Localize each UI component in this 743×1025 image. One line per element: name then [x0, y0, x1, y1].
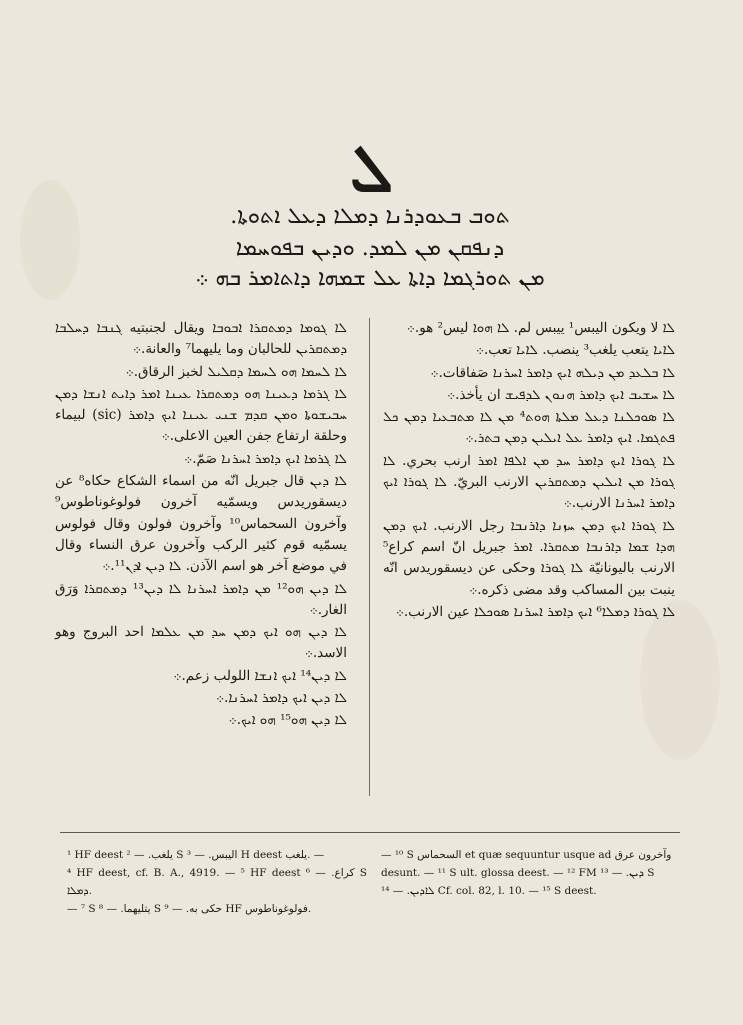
entry: ܠܐ ܓܘܪܐ ܐܝܟ ܕܐܡܪ ܚܕ ܡܢ ܐܠܦܐ ܐܡܪ ارنب بحري. ܠܐ ܓܘܪܐ ܡܢ ܐܝܠܝܢ ܕܡܬܩܪܝܢ الارنب البريّ. ܠܐ ܓܘܪܐ ܐܝܟ ܕܐܡܪ ܐܚܪܢܐ الارنب.܀: [383, 452, 675, 512]
entry: ܠܐ ܕܝܢ ܐܝܟ ܕܐܡܪ ܐܚܪܢܐ.܀: [215, 690, 347, 707]
entry: ܠܐ ܓܪܡܐ ܕܥܝܢܐ ܗܘ ܕܡܬܩܪܐ ܥܝܢܐ ܐܡܪ ܕܐܝܬ ܐܢܫܐ ܕܡܢ ܚܒܝܫܘܬܐ ܘܡܢ ܩܕܡ ܫܢܝ ܥܝܢܐ ܐܝܟ ܕܐܡܪ (sic) لبيماء وحلقة ارتفاع جفن العين الاعلى.܀: [55, 385, 347, 445]
footnote-rule: [60, 832, 680, 833]
heading-line-1: ܬܘܒ ܒܥܘܕܪܢܐ ܕܡܠܐ ܕܥܠ ܐܬܘܬܐ.: [230, 204, 510, 229]
entry: ܠܐܝܐ يتعب يلغب³ ينصب. ܠܐܝܐ تعب.܀: [475, 342, 675, 359]
entry: ܠܐ ܕܝܢ ܗܘ¹⁵ ܗܘ ܐܝܟ.܀: [228, 712, 347, 729]
entry: ܠܐ ܕܝܢ ܗܘ¹² ܡܢ ܕܐܡܪ ܐܚܪܢܐ ܠܐ ܕܝܢ¹³ ܕܡܬܩܪܐ وَرَق الغار.܀: [55, 580, 347, 618]
entry: ܠܐ لا ويكون اليبس¹ ييبس لم. ܠܐ ܗܘܐ ليس² هو.܀: [406, 320, 675, 336]
entry: ܠܐ ܓܘܪܐ ܐܝܟ ܕܡܢ ܚܙܢܐ ܕܐܪܢܒܐ رجل الارنب. ܐܝܟ ܕܡܢ ܗܕܐ ܫܡܐ ܕܐܪܢܒܐ ܡܬܩܪܐ. ܐܡܪ جبريل انّ اسم كراع⁵ الارنب باليونانيّة ܠܐ ܓܘܪܐ وحكى عن ديسقوريدس انّه ينبت بين المساكب وقد مضى ذكره.܀: [383, 517, 675, 598]
entry: ܠܐ ܣܘܟܠܢܐ ܕܥܠ ܡܠܬܐ ܗܘܬ⁴ ܡܢ ܠܐ ܡܬܒܥܝܐ ܕܡܢ ܟܠ ܦܬܓܡܐ. ܐܝܟ ܕܐܡܪ ܥܠ ܐܝܠܝܢ ܕܡܢ ܒܬܪ.܀: [383, 409, 675, 447]
footnote-line: ¹ HF deest يلغب. — ² S اليبس. — ³ H deest يلغب. —: [67, 849, 325, 861]
entry: ܠܐ ܕܝܢ قال جبريل انّه من اسماء الشكاع حكاه⁸ عن ديسقوريدس ويسمّيه آخرون فولوغوناطوس⁹ وآخرون السحماس¹⁰ وآخرون فولون وقال فولوس يسمّيه قوم كثير الركب وآخرون عرق النساء وقال في موضع آخر هو اسم الآذن. ܠܐ ܕܝܢ ܐܕܢ¹¹.܀: [55, 473, 347, 575]
column-divider: [369, 318, 370, 796]
footnote-line: ܠܐܕܝܢ. — ¹⁴ Cf. col. 82, l. 10. — ¹⁵ S deest.: [381, 885, 597, 897]
entry: ܠܐ ܒܠܥܕ ܡܢ ܕܝܠܗ ܐܝܟ ܕܐܡܪ ܐܚܪܢܐ صَفاقات.܀: [430, 364, 675, 381]
entry: ܠܐ ܓܘܡܐ ܕܡܬܩܪܐ ܐܒܘܒܐ ويقال لجنبتيه ܓܢܒܐ ܕܚܠܒܐ ܕܡܬܩܪܝܢ للحالبان وما يليهما⁷ والعانة.܀: [55, 320, 347, 358]
entry: ܠܐ ܠܚܡܐ ܗܘ ܠܚܡܐ ܕܩܠܝܠ لخبز الرقاق.܀: [125, 363, 347, 380]
entry: ܠܐ ܕܝܢ ܗܘ ܐܝܟ ܕܡܢ ܚܕ ܡܢ ܥܠܡܐ احد البروج وهو الاسد.܀: [55, 624, 347, 662]
entry: ܠܐ ܚܫܝܒ ܐܝܟ ܕܐܡܪ ܗܢܘܢ ܠܕܦܝܫ ان يأخذ.܀: [446, 386, 675, 403]
heading-line-2: ܕܢܦܩܢ ܡܢ ܠܡܕ. ܘܕܝܢ ܒܦܘܚܡܐ: [235, 236, 505, 261]
heading-line-3: ܡܢ ܬܘܪܓܡܐ ܕܐܬܐ ܥܠ ܫܡܗܐ ܕܐܬܐܡܪ ܒܗ ܀: [195, 266, 545, 291]
footnote-line: ⁴ HF deest, cf. B. A., 4919. — ⁵ HF deest كراع. — ⁶ S ܕܡܠܐ.: [67, 867, 367, 897]
entry: ܠܐ ܕܝܢ¹⁴ ܐܝܟ ܐܢܫܐ اللولب زعم.܀: [173, 667, 347, 684]
footnote-line: desunt. — ¹¹ S ult. glossa deest. — ¹² FM ܕܝܢ. — ¹³ S: [381, 867, 655, 879]
left-column: [55, 318, 347, 733]
entry: ܠܐ ܓܘܪܐ ܕܡܠܐ⁶ ܐܝܟ ܕܐܡܪ ܐܚܪܢܐ ܣܘܟܠܐ عين الارنب.܀: [395, 603, 675, 620]
footnote-line: — ⁷ S يتليهما. — ⁸ S حكى به. — ⁹ HF فولوغوناطوس.: [67, 903, 312, 915]
section-letter: ܠ: [350, 129, 393, 207]
footnote-line: — ¹⁰ S السحماس et quæ sequuntur usque ad وآخرون عرق: [381, 849, 672, 861]
footnotes-right: [381, 846, 681, 900]
right-column: [383, 318, 675, 624]
entry: ܠܐ ܓܪܡܐ ܐܝܟ ܕܐܡܪ ܐܚܪܢܐ صَمّ.܀: [184, 450, 347, 467]
footnotes-left: [67, 846, 367, 918]
